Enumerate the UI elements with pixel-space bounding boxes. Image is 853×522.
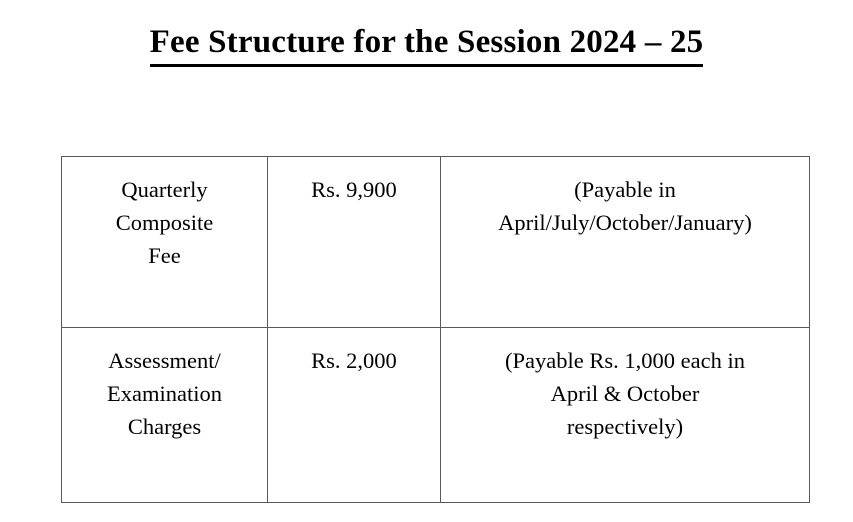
fee-note-line: (Payable in bbox=[574, 177, 676, 202]
fee-label-line: Fee bbox=[148, 243, 181, 268]
fee-label-line: Composite bbox=[115, 210, 214, 235]
fee-note-line: (Payable Rs. 1,000 each in bbox=[505, 348, 745, 373]
fee-label-line: Quarterly bbox=[121, 177, 208, 202]
page-title: Fee Structure for the Session 2024 – 25 bbox=[150, 22, 704, 67]
fee-note-line: respectively) bbox=[566, 414, 684, 439]
fee-amount-value: Rs. 9,900 bbox=[311, 177, 397, 202]
fee-label-line: Assessment/ bbox=[108, 348, 221, 373]
fee-amount-cell bbox=[268, 157, 441, 328]
fee-label-cell bbox=[62, 328, 268, 503]
fee-label-cell bbox=[62, 157, 268, 328]
fee-label-line: Examination bbox=[107, 381, 222, 406]
fee-structure-table bbox=[61, 156, 810, 503]
fee-note-line: April/July/October/January) bbox=[498, 210, 752, 235]
page-title-container bbox=[0, 22, 853, 67]
fee-table-body bbox=[62, 157, 810, 503]
table-row bbox=[62, 157, 810, 328]
fee-amount-cell bbox=[268, 328, 441, 503]
fee-label-line: Charges bbox=[127, 414, 202, 439]
fee-note-cell bbox=[441, 328, 810, 503]
fee-note-cell bbox=[441, 157, 810, 328]
fee-note-line: April & October bbox=[550, 381, 700, 406]
fee-amount-value: Rs. 2,000 bbox=[311, 348, 397, 373]
table-row bbox=[62, 328, 810, 503]
